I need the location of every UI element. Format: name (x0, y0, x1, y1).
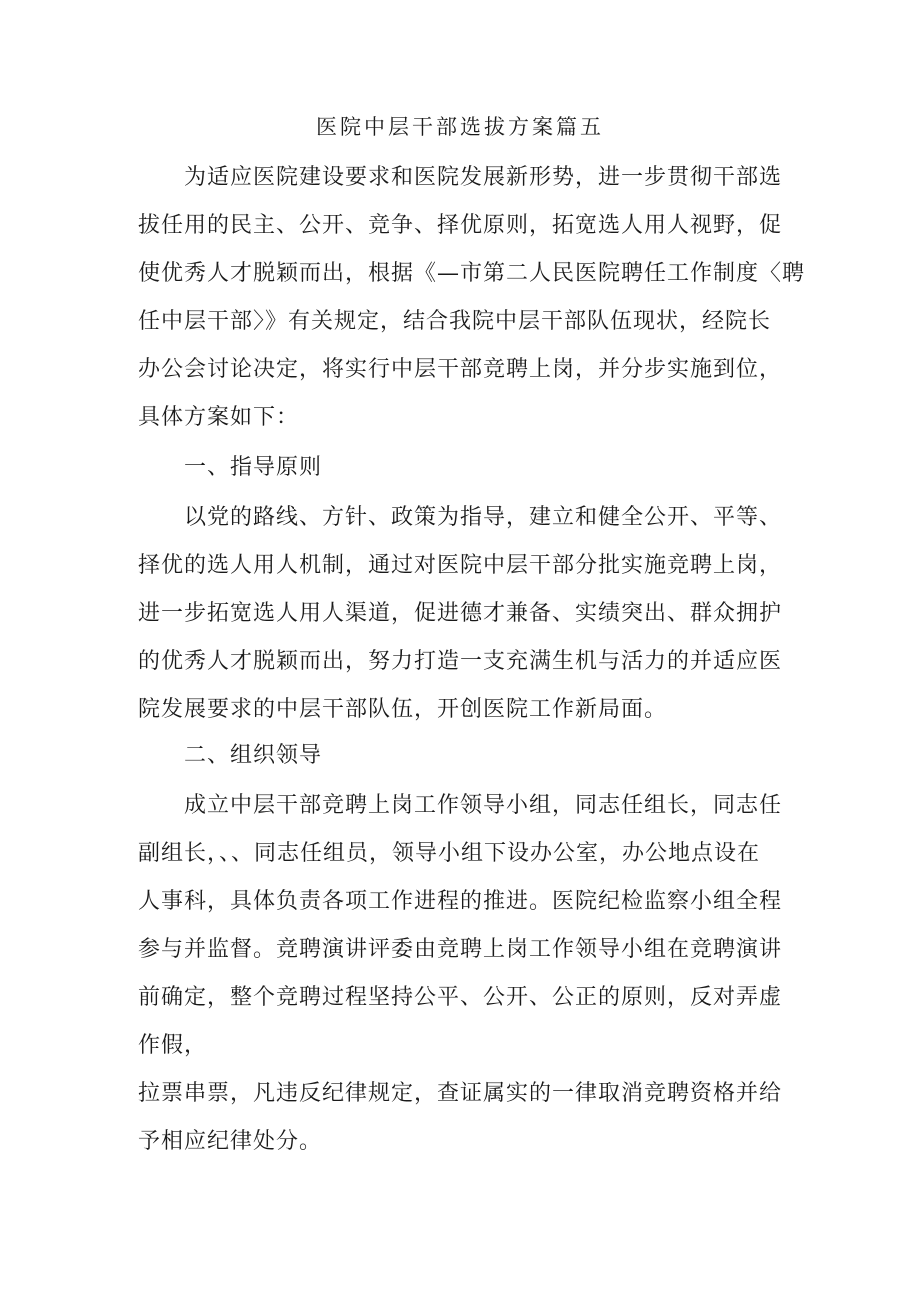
paragraph-line: 院发展要求的中层干部队伍，开创医院工作新局面。 (138, 697, 668, 722)
section-heading: 一、指导原则 (138, 455, 323, 480)
paragraph-line: 拔任用的民主、公开、竞争、择优原则，拓宽选人用人视野，促 (138, 213, 783, 238)
paragraph-line: 成立中层干部竞聘上岗工作领导小组，同志任组长，同志任 (138, 793, 783, 818)
paragraph-line: 作假， (138, 1033, 208, 1058)
section-heading: 二、组织领导 (138, 743, 323, 768)
paragraph-line: 拉票串票，凡违反纪律规定，查证属实的一律取消竞聘资格并给 (138, 1081, 783, 1106)
paragraph-line: 择优的选人用人机制，通过对医院中层干部分批实施竞聘上岗， (138, 553, 783, 578)
paragraph-line: 为适应医院建设要求和医院发展新形势，进一步贯彻干部选 (138, 165, 783, 190)
paragraph-line: 人事科，具体负责各项工作进程的推进。医院纪检监察小组全程 (138, 889, 783, 914)
paragraph-line: 使优秀人才脱颖而出，根据《—市第二人民医院聘任工作制度〈聘 (138, 261, 806, 286)
paragraph-line: 具体方案如下： (138, 405, 300, 430)
paragraph-line: 副组长，、、同志任组员，领导小组下设办公室，办公地点设在 (138, 841, 761, 866)
paragraph-line: 进一步拓宽选人用人渠道，促进德才兼备、实绩突出、群众拥护 (138, 601, 783, 626)
paragraph-line: 前确定，整个竞聘过程坚持公平、公开、公正的原则，反对弄虚 (138, 985, 783, 1010)
paragraph-line: 的优秀人才脱颖而出，努力打造一支充满生机与活力的并适应医 (138, 649, 783, 674)
paragraph-line: 参与并监督。竞聘演讲评委由竞聘上岗工作领导小组在竞聘演讲 (138, 937, 783, 962)
paragraph-line: 办公会讨论决定，将实行中层干部竞聘上岗，并分步实施到位， (138, 357, 783, 382)
paragraph-line: 予相应纪律处分。 (138, 1129, 323, 1154)
paragraph-line: 任中层干部〉》有关规定，结合我院中层干部队伍现状，经院长 (138, 309, 772, 334)
paragraph-line: 以党的路线、方针、政策为指导，建立和健全公开、平等、 (138, 505, 783, 530)
document-title: 医院中层干部选拔方案篇五 (316, 115, 604, 139)
